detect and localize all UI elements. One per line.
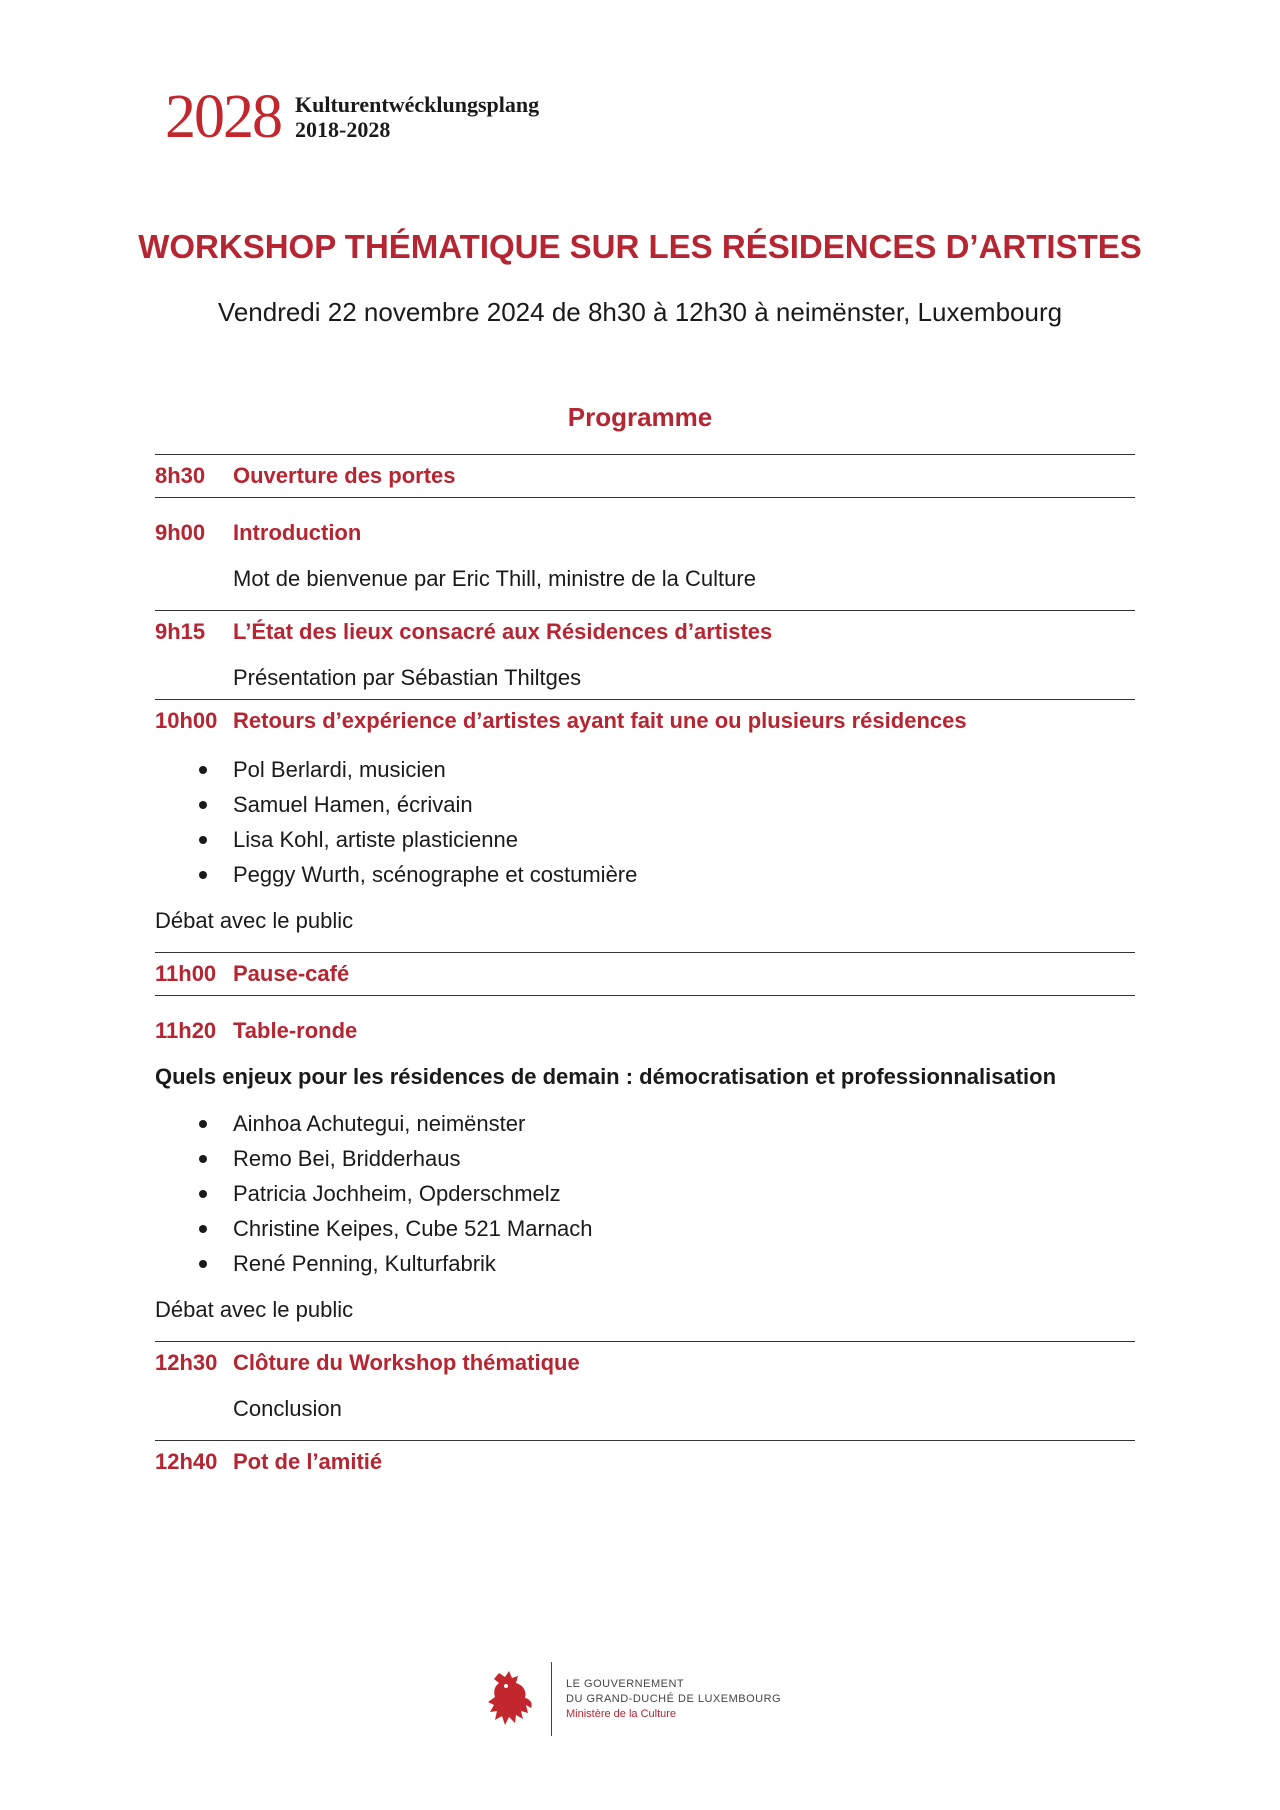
agenda-time: 9h00 [155,520,206,545]
event-subtitle: Vendredi 22 novembre 2024 de 8h30 à 12h30 à neimënster, Luxembourg [217,297,1063,327]
logo-line-1: Kulturentwécklungsplang [295,92,540,117]
agenda-title: Clôture du Workshop thématique [233,1350,580,1375]
agenda [155,454,1135,1483]
agenda-text: Mot de bienvenue par Eric Thill, ministre de la Culture [233,566,756,591]
government-footer [485,1662,781,1736]
agenda-time: 9h15 [155,619,206,644]
list-item: Christine Keipes, Cube 521 Marnach [155,1211,1135,1246]
speaker-list [155,752,1135,892]
agenda-item-head [155,700,1135,742]
page-title: WORKSHOP THÉMATIQUE SUR LES RÉSIDENCES D’ARTISTES [138,228,1142,265]
footer-ministry: Ministère de la Culture [566,1707,677,1720]
agenda-text: Conclusion [233,1396,342,1421]
agenda-title: Pause-café [233,961,350,986]
logo-year: 2028 [165,83,281,151]
panelist-list [155,1106,1135,1281]
agenda-item-head [155,611,1135,653]
agenda-time: 11h20 [155,1018,217,1043]
agenda-time: 11h00 [155,961,217,986]
plan-logo [165,83,540,151]
agenda-item-head [155,455,1135,497]
list-item: Peggy Wurth, scénographe et costumière [155,857,1135,892]
agenda-item-head [155,1441,1135,1483]
list-item: René Penning, Kulturfabrik [155,1246,1135,1281]
footer-line-1: LE GOUVERNEMENT [566,1677,685,1690]
debate-note: Débat avec le public [155,1297,354,1322]
list-item: Ainhoa Achutegui, neimënster [155,1106,1135,1141]
agenda-title: Pot de l’amitié [233,1449,383,1474]
roundtable-subheading: Quels enjeux pour les résidences de demain : démocratisation et professionnalisation [155,1064,1057,1089]
footer-divider [551,1662,552,1736]
programme-heading: Programme [567,402,713,432]
agenda-title: L’État des lieux consacré aux Résidences d’artistes [233,619,773,644]
footer-line-2: DU GRAND-DUCHÉ DE LUXEMBOURG [566,1692,782,1705]
agenda-text: Présentation par Sébastian Thiltges [233,665,582,690]
agenda-item-head [155,953,1135,995]
agenda-time: 12h40 [155,1449,218,1474]
logo-line-2: 2018-2028 [295,117,391,142]
debate-note: Débat avec le public [155,908,354,933]
list-item: Lisa Kohl, artiste plasticienne [155,822,1135,857]
agenda-time: 12h30 [155,1350,218,1375]
agenda-time: 10h00 [155,708,218,733]
list-item: Samuel Hamen, écrivain [155,787,1135,822]
red-lion-icon [485,1667,537,1731]
agenda-title: Ouverture des portes [233,463,456,488]
agenda-item-head [155,512,1135,554]
logo-text [295,92,539,142]
list-item: Patricia Jochheim, Opderschmelz [155,1176,1135,1211]
agenda-item-head [155,1010,1135,1052]
agenda-title: Table-ronde [233,1018,358,1043]
agenda-title: Introduction [233,520,362,545]
agenda-title: Retours d’expérience d’artistes ayant fait une ou plusieurs résidences [233,708,967,733]
list-item: Remo Bei, Bridderhaus [155,1141,1135,1176]
list-item: Pol Berlardi, musicien [155,752,1135,787]
agenda-item-head [155,1342,1135,1384]
footer-text [566,1677,781,1722]
agenda-time: 8h30 [155,463,206,488]
